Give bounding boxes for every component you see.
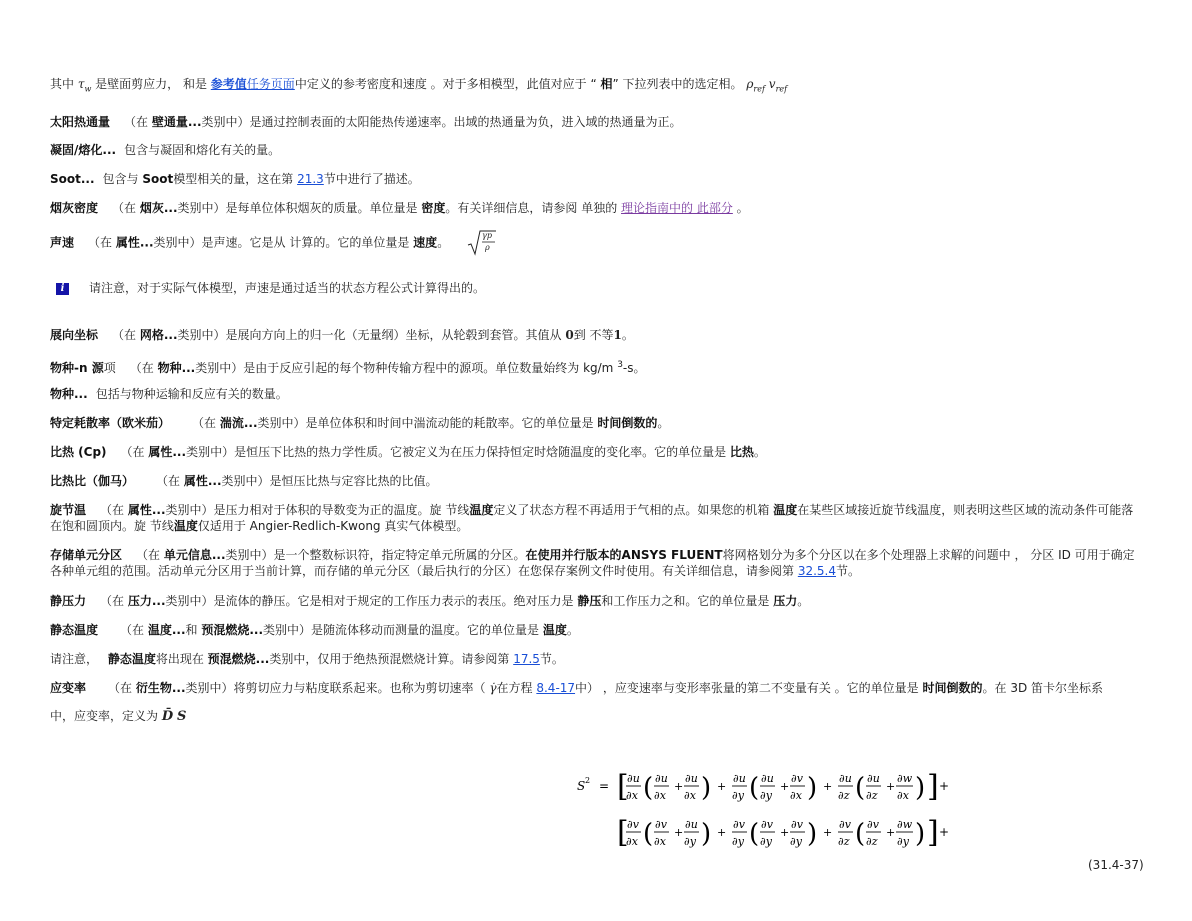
task-page-link[interactable]: 任务页面 <box>246 77 295 91</box>
svg-text:∂v: ∂v <box>655 818 667 831</box>
svg-text:∂u: ∂u <box>685 772 698 785</box>
svg-text:[: [ <box>617 815 629 850</box>
svg-text:+: + <box>823 826 833 839</box>
info-icon: i <box>56 283 69 295</box>
svg-text:∂x: ∂x <box>684 789 696 802</box>
svg-text:(: ( <box>749 773 760 803</box>
svg-text:): ) <box>701 773 712 803</box>
svg-text:∂w: ∂w <box>897 772 913 785</box>
svg-text:∂w: ∂w <box>897 818 913 831</box>
svg-text:): ) <box>807 773 818 803</box>
entry-specific-dissipation-rate: 特定耗散率（欧米茄） （在 湍流...类别中）是单位体积和时间中湍流动能的耗散率。它的单位量是 时间倒数的。 <box>50 416 670 430</box>
svg-text:∂x: ∂x <box>654 835 666 848</box>
svg-text:]: ] <box>927 815 939 850</box>
svg-text:+: + <box>717 826 727 839</box>
strain-rate-equation <box>575 762 995 855</box>
entry-specific-heat: 比热 (Cp) （在 属性...类别中）是恒压下比热的热力学性质。它被定义为在压力保持恒定时焓随温度的变化率。它的单位量是 比热。 <box>50 445 766 459</box>
svg-text:∂y: ∂y <box>732 789 744 802</box>
svg-text:(: ( <box>643 819 654 849</box>
reference-values-link[interactable]: 参考值 <box>210 77 247 91</box>
rho-ref-symbol: $\rho_{ref}$ <box>746 77 765 94</box>
svg-text:∂v: ∂v <box>761 818 773 831</box>
svg-text:): ) <box>915 819 926 849</box>
term: 烟灰密度 <box>50 201 99 215</box>
svg-text:∂z: ∂z <box>838 835 850 848</box>
entry-soot-density: 烟灰密度 （在 烟灰...类别中）是每单位体积烟灰的质量。单位量是 密度。有关详细信息，请参阅 单独的 理论指南中的 此部分 。 <box>50 201 749 215</box>
equation-8-4-17-link[interactable]: 8.4-17 <box>536 681 576 695</box>
svg-text:∂v: ∂v <box>791 772 803 785</box>
term: 凝固/熔化... <box>50 143 117 157</box>
svg-text:∂x: ∂x <box>654 789 666 802</box>
svg-text:+: + <box>780 780 790 793</box>
svg-text:+: + <box>886 780 896 793</box>
svg-text:∂y: ∂y <box>760 789 772 802</box>
svg-text:∂u: ∂u <box>655 772 668 785</box>
svg-text:∂y: ∂y <box>732 835 744 848</box>
entry-sound-speed: 声速 （在 属性...类别中）是声速。它是从 计算的。它的单位量是 速度。 γp ρ <box>50 230 497 256</box>
term: 旋节温 <box>50 503 87 517</box>
term: 静压力 <box>50 594 87 608</box>
svg-text:+: + <box>939 825 950 839</box>
entry-spanwise-coordinate: 展向坐标 （在 网格...类别中）是展向方向上的归一化（无量纲）坐标，从轮毂到套管。其值从 0到 不等1。 <box>50 328 634 342</box>
svg-text:∂y: ∂y <box>684 835 696 848</box>
svg-text:∂v: ∂v <box>627 818 639 831</box>
svg-text:+: + <box>717 780 727 793</box>
svg-text:(: ( <box>749 819 760 849</box>
svg-text:2: 2 <box>585 776 591 785</box>
svg-text:∂u: ∂u <box>867 772 880 785</box>
section-17-5-link[interactable]: 17.5 <box>513 652 540 666</box>
text: 是壁面剪应力， 和是 <box>91 77 211 91</box>
svg-text:∂x: ∂x <box>626 835 638 848</box>
entry-strain-rate: 应变率 （在 衍生物...类别中）将剪切应力与粘度联系起来。也称为剪切速率（ γ̇在方程 8.4-17中） ，应变速率与变形率张量的第二不变量有关 。它的单位量是 时间倒数的。在 3D 笛卡尔坐标系 <box>50 681 1104 695</box>
phase-label: 相 <box>600 77 613 91</box>
term: 应变率 <box>50 681 87 695</box>
svg-text:∂u: ∂u <box>685 818 698 831</box>
svg-text:∂v: ∂v <box>867 818 879 831</box>
entry-stored-cell-partition: 存储单元分区 （在 单元信息...类别中）是一个整数标识符，指定特定单元所属的分区。在使用并行版本的ANSYS FLUENT将网格划分为多个分区以在多个处理器上求解的问题中 ， 分区 ID 可用于确定各种单元组的范围。活动单元分区用于当前计算，而存储的单元分区（最后执行的分区）在您保存案例文件时使用。有关详细信息，请参阅第 32.5.4节。 <box>50 548 1135 578</box>
svg-text:+: + <box>939 779 950 793</box>
svg-text:∂z: ∂z <box>866 835 878 848</box>
svg-text:∂y: ∂y <box>790 835 802 848</box>
term: 比热 (Cp) <box>50 445 107 459</box>
equation-number: (31.4-37) <box>1088 858 1144 872</box>
term: 存储单元分区 <box>50 548 123 562</box>
term: Soot... <box>50 172 95 186</box>
svg-text:∂u: ∂u <box>761 772 774 785</box>
note-real-gas: i 请注意，对于实际气体模型，声速是通过适当的状态方程公式计算得出的。 <box>56 280 485 296</box>
entry-spinodal-temperature: 旋节温 （在 属性...类别中）是压力相对于体积的导数变为正的温度。旋 节线温度定义了状态方程不再适用于气相的点。如果您的机箱 温度在某些区域接近旋节线温度，则表明这些区域的流动条件可能落在饱和圆顶内。旋 节线温度仅适用于 Angier-Redlich-Kwong 真实气体模型。 <box>50 503 1134 533</box>
theory-guide-link[interactable]: 理论指南中的 此部分 <box>621 201 733 215</box>
svg-text:): ) <box>807 819 818 849</box>
shear-stress-line: 其中 $\tau_w$ 是壁面剪应力， 和是 参考值任务页面中定义的参考密度和速度 。对于多相模型，此值对应于 “ 相” 下拉列表中的选定相。 $\rho_{ref}$ $v_{ref}$ <box>50 77 788 94</box>
svg-text:∂v: ∂v <box>791 818 803 831</box>
entry-static-temperature: 静态温度 （在 温度...和 预混燃烧...类别中）是随流体移动而测量的温度。它的单位量是 温度。 <box>50 623 579 637</box>
sqrt-formula: γp ρ <box>467 230 497 256</box>
term: 特定耗散率（欧米茄） <box>50 416 171 430</box>
svg-text:+: + <box>886 826 896 839</box>
svg-text:): ) <box>701 819 712 849</box>
entry-species: 物种... 包括与物种运输和反应有关的数量。 <box>50 387 288 401</box>
svg-text:+: + <box>780 826 790 839</box>
svg-text:(: ( <box>855 819 866 849</box>
svg-text:∂u: ∂u <box>627 772 640 785</box>
svg-text:): ) <box>915 773 926 803</box>
svg-text:∂u: ∂u <box>733 772 746 785</box>
svg-text:∂v: ∂v <box>839 818 851 831</box>
entry-specific-heat-ratio: 比热比（伽马） （在 属性...类别中）是恒压比热与定容比热的比值。 <box>50 474 438 488</box>
svg-text:∂u: ∂u <box>839 772 852 785</box>
term: 静态温度 <box>50 623 99 637</box>
entry-soot: Soot... 包含与 Soot模型相关的量，这在第 21.3节中进行了描述。 <box>50 172 420 186</box>
svg-text:(: ( <box>855 773 866 803</box>
svg-text:+: + <box>674 826 684 839</box>
svg-text:∂x: ∂x <box>897 789 909 802</box>
svg-text:∂z: ∂z <box>838 789 850 802</box>
entry-solidification: 凝固/熔化... 包含与凝固和熔化有关的量。 <box>50 143 281 157</box>
v-ref-symbol: $v_{ref}$ <box>768 77 788 94</box>
entry-solar-heat-flux: 太阳热通量 （在 壁通量...类别中）是通过控制表面的太阳能热传递速率。出域的热通量为负，进入域的热通量为正。 <box>50 115 682 129</box>
term: 物种... <box>50 387 88 401</box>
entry-species-source: 物种-n 源项 （在 物种...类别中）是由于反应引起的每个物种传输方程中的源项。单位数量始终为 kg/m $^3$-s。 <box>50 360 646 375</box>
svg-text:+: + <box>674 780 684 793</box>
svg-text:∂y: ∂y <box>897 835 909 848</box>
term: 太阳热通量 <box>50 115 111 129</box>
term: 展向坐标 <box>50 328 99 342</box>
entry-static-pressure: 静压力 （在 压力...类别中）是流体的静压。它是相对于规定的工作压力表示的表压。绝对压力是 静压和工作压力之和。它的单位量是 压力。 <box>50 594 810 608</box>
svg-text:∂v: ∂v <box>733 818 745 831</box>
svg-text:(: ( <box>643 773 654 803</box>
text: 其中 <box>50 77 78 91</box>
svg-text:∂x: ∂x <box>626 789 638 802</box>
entry-strain-rate-line2: 中，应变率，定义为 D̄ S <box>50 709 187 724</box>
term: 比热比（伽马） <box>50 474 135 488</box>
svg-text:∂x: ∂x <box>790 789 802 802</box>
svg-text:+: + <box>823 780 833 793</box>
svg-text:∂y: ∂y <box>760 835 772 848</box>
section-21-3-link[interactable]: 21.3 <box>297 172 324 186</box>
svg-text:=: = <box>599 779 610 793</box>
term: 物种-n <box>50 361 92 375</box>
tau-symbol: $\tau_w$ <box>77 77 92 94</box>
section-32-5-4-link[interactable]: 32.5.4 <box>797 564 836 578</box>
note-static-temperature: 请注意， 静态温度将出现在 预混燃烧...类别中，仅用于绝热预混燃烧计算。请参阅第 17.5节。 <box>50 652 564 666</box>
term: 声速 <box>50 235 75 250</box>
svg-text:S: S <box>577 779 586 793</box>
category: 壁通量... <box>151 115 202 129</box>
svg-text:∂z: ∂z <box>866 789 878 802</box>
svg-text:]: ] <box>927 769 939 804</box>
svg-text:[: [ <box>617 769 629 804</box>
